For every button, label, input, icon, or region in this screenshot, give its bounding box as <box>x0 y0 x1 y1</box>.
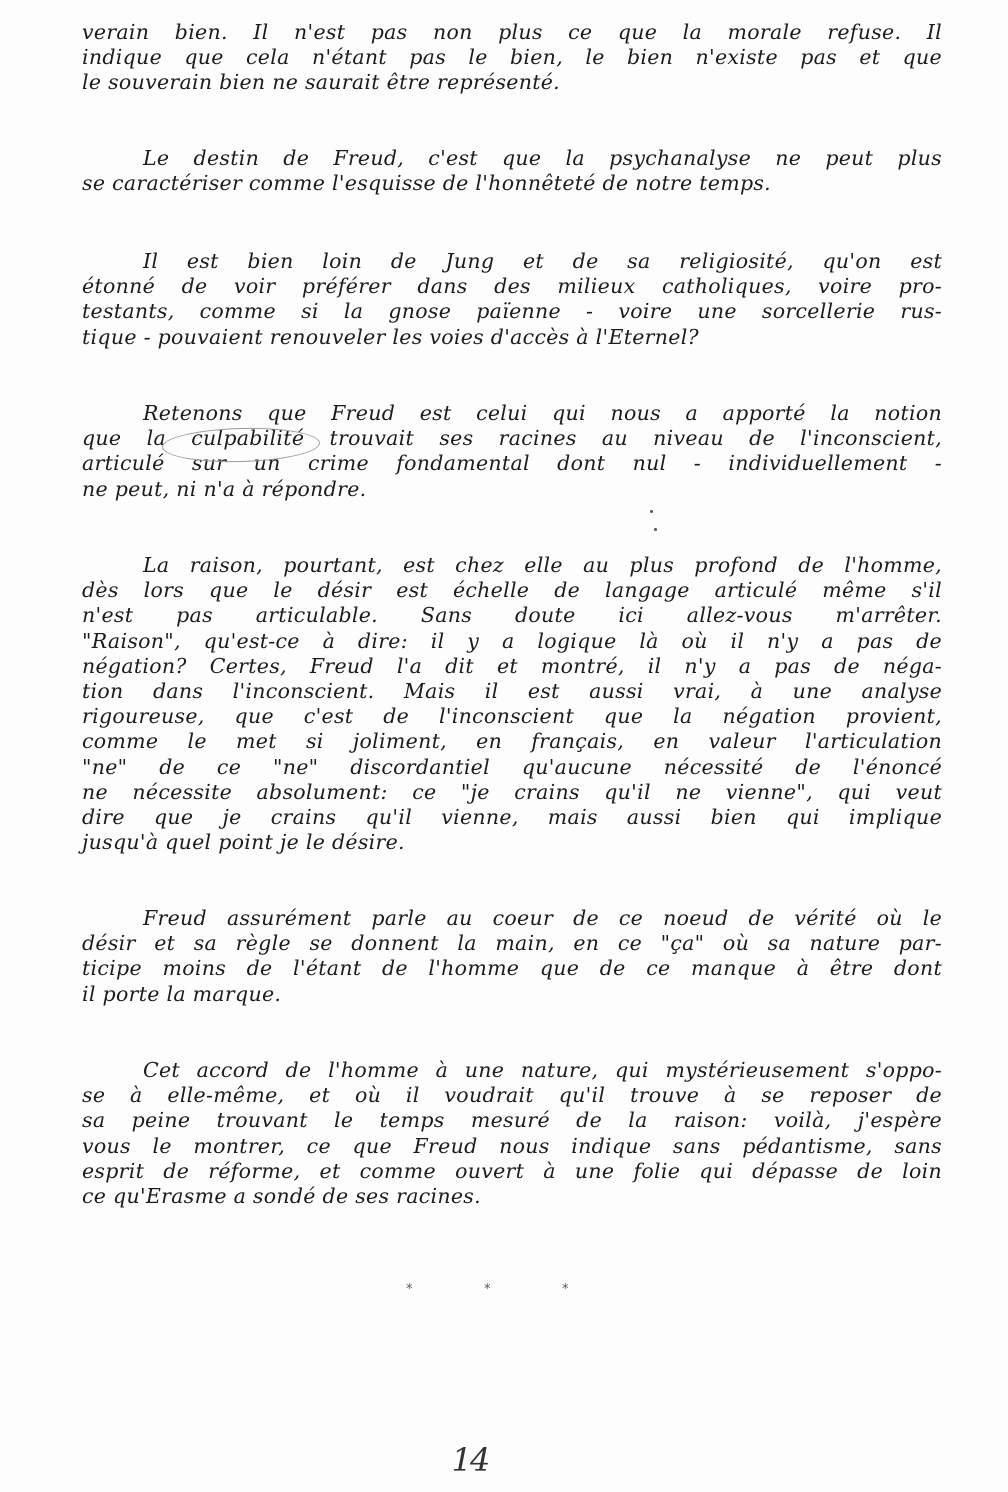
text-line: négation? Certes, Freud l'a dit et montré, il n'y a pas de néga- <box>82 653 942 678</box>
star-ornament: * <box>406 1282 413 1297</box>
text-line: tique - pouvaient renouveler les voies d'accès à l'Eternel? <box>82 324 699 349</box>
text-line: sa peine trouvant le temps mesuré de la raison: voilà, j'espère <box>82 1108 942 1133</box>
text-line: Cet accord de l'homme à une nature, qui mystérieusement s'oppo- <box>143 1058 942 1082</box>
text-line: étonné de voir préférer dans des milieux catholiques, voire pro- <box>82 274 942 299</box>
text-line: vous le montrer, ce que Freud nous indique sans pédantisme, sans <box>82 1133 942 1158</box>
text-line: ne nécessite absolument: ce "je crains qu'il ne vienne", qui veut <box>82 779 942 804</box>
paragraph-7 <box>82 1058 942 1209</box>
text-line: Freud assurément parle au coeur de ce noeud de vérité où le <box>143 906 942 930</box>
text-line: ne peut, ni n'a à répondre. <box>82 476 367 501</box>
star-ornament: * <box>484 1282 491 1297</box>
text-line: se à elle-même, et où il voudrait qu'il trouve à se reposer de <box>82 1083 942 1108</box>
paragraph-3 <box>82 249 942 350</box>
text-line: que la culpabilité trouvait ses racines au niveau de l'inconscient, <box>82 426 942 451</box>
section-ornament <box>0 1280 1008 1300</box>
text-line: articulé sur un crime fondamental dont nul - individuellement - <box>82 451 942 476</box>
text-line: Le destin de Freud, c'est que la psychanalyse ne peut plus <box>143 146 942 170</box>
text-line: jusqu'à quel point je le désire. <box>82 830 405 855</box>
text-line: Retenons que Freud est celui qui nous a apporté la notion <box>143 401 942 425</box>
text-line: ce qu'Erasme a sondé de ses racines. <box>82 1183 481 1208</box>
star-ornament: * <box>562 1282 569 1297</box>
ink-speck <box>654 528 657 531</box>
paragraph-2 <box>82 146 942 196</box>
text-line: n'est pas articulable. Sans doute ici allez-vous m'arrêter. <box>82 603 942 628</box>
text-line: désir et sa règle se donnent la main, en ce "ça" où sa nature par- <box>82 931 942 956</box>
text-line: esprit de réforme, et comme ouvert à une folie qui dépasse de loin <box>82 1158 942 1183</box>
text-line: le souverain bien ne saurait être représenté. <box>82 70 560 95</box>
text-line: ticipe moins de l'étant de l'homme que de ce manque à être dont <box>82 956 942 981</box>
text-line: comme le met si joliment, en français, en valeur l'articulation <box>82 729 942 754</box>
paragraph-6 <box>82 906 942 1007</box>
text-line: "Raison", qu'est-ce à dire: il y a logique là où il n'y a pas de <box>82 628 942 653</box>
text-line: Il est bien loin de Jung et de sa religiosité, qu'on est <box>143 249 942 273</box>
text-line: testants, comme si la gnose païenne - voire une sorcellerie rus- <box>82 299 942 324</box>
text-line: "ne" de ce "ne" discordantiel qu'aucune nécessité de l'énoncé <box>82 754 942 779</box>
paragraph-1 <box>82 20 942 96</box>
text-line: il porte la marque. <box>82 981 282 1006</box>
text-line: rigoureuse, que c'est de l'inconscient que la négation provient, <box>82 704 942 729</box>
ink-speck <box>650 510 653 513</box>
text-line: dès lors que le désir est échelle de langage articulé même s'il <box>82 578 942 603</box>
text-line: se caractériser comme l'esquisse de l'honnêteté de notre temps. <box>82 171 772 196</box>
paragraph-5 <box>82 553 942 855</box>
text-line: tion dans l'inconscient. Mais il est aussi vrai, à une analyse <box>82 678 942 703</box>
text-line: indique que cela n'étant pas le bien, le bien n'existe pas et que <box>82 45 942 70</box>
text-line: dire que je crains qu'il vienne, mais aussi bien qui implique <box>82 804 942 829</box>
page-number: 14 <box>451 1441 489 1479</box>
text-line: La raison, pourtant, est chez elle au plus profond de l'homme, <box>143 553 942 577</box>
text-line: verain bien. Il n'est pas non plus ce que la morale refuse. Il <box>82 20 942 44</box>
